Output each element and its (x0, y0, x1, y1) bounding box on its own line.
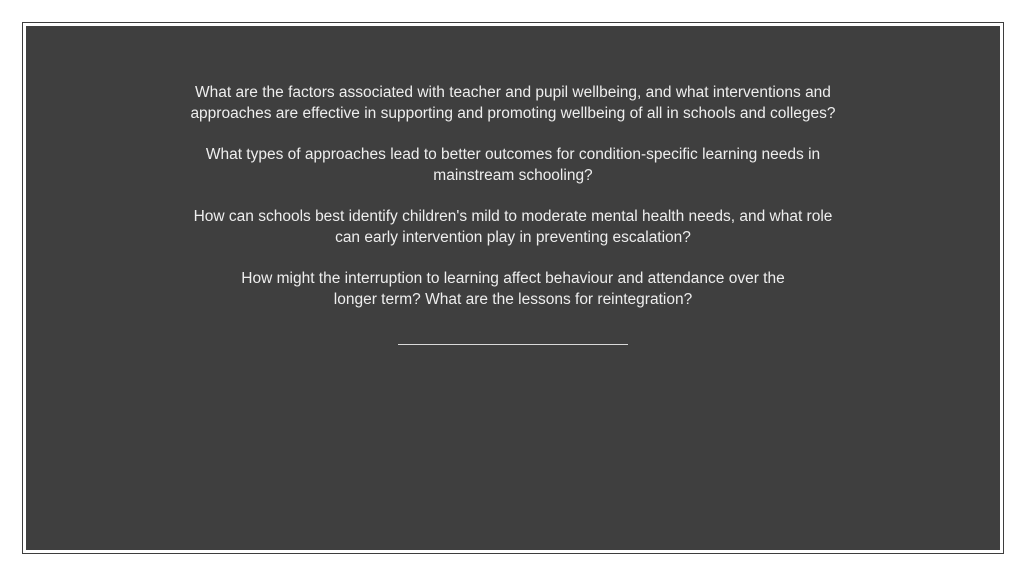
slide (26, 26, 1000, 550)
question-mental-health: How can schools best identify children's mild to moderate mental health needs, and what role can early intervention play in preventing escalation? (193, 208, 833, 246)
question-wellbeing: What are the factors associated with teacher and pupil wellbeing, and what interventions and approaches are effective in supporting and promoting wellbeing of all in schools and colleges? (190, 84, 836, 122)
divider-line (398, 344, 628, 345)
question-list (136, 82, 890, 330)
slide-frame (22, 22, 1004, 554)
question-learning-needs: What types of approaches lead to better outcomes for condition-specific learning needs in mainstream schooling? (205, 146, 821, 184)
question-reintegration: How might the interruption to learning affect behaviour and attendance over the longer term? What are the lessons for reintegration? (241, 270, 785, 308)
